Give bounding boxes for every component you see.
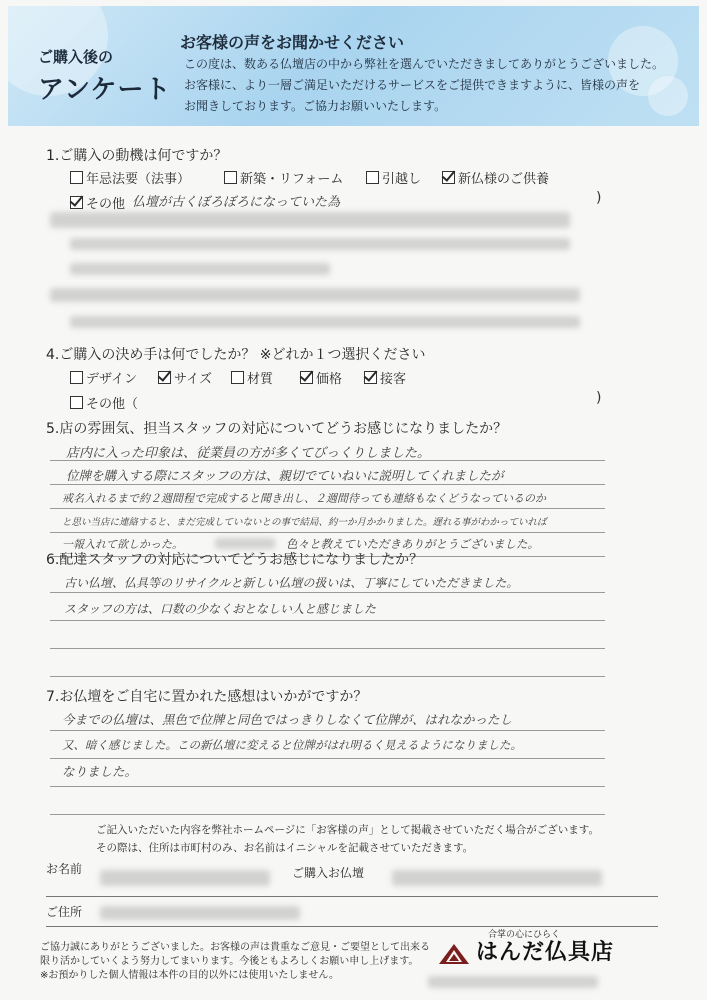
- redacted-text: [215, 538, 275, 549]
- option-size[interactable]: サイズ: [158, 368, 212, 387]
- checkbox[interactable]: [366, 171, 379, 184]
- checkbox[interactable]: [70, 396, 83, 409]
- paren: ): [596, 390, 602, 406]
- q5-answer-line: 色々と教えていただきありがとうございました。: [286, 537, 539, 551]
- checkbox[interactable]: [231, 371, 244, 384]
- redacted-options: [70, 238, 570, 250]
- title-small: ご購入後の: [38, 48, 114, 66]
- thanks-line: 限り活かしていくよう努力してまいります。今後ともよろしくお願い申し上げます。: [40, 956, 419, 967]
- survey-title: [38, 46, 171, 106]
- redacted-question: [50, 288, 580, 302]
- logo-tagline: 合掌の心にひらく: [488, 930, 561, 940]
- option-price[interactable]: 価格: [300, 368, 342, 387]
- checkbox-checked[interactable]: [158, 371, 171, 384]
- checkbox-checked[interactable]: [442, 171, 455, 184]
- bubble-decoration: [648, 76, 688, 116]
- question-7: 7.お仏壇をご自宅に置かれた感想はいかがですか？: [46, 689, 368, 705]
- q7-answer-line: なりました。: [62, 764, 138, 779]
- answer-line: [50, 592, 605, 593]
- paren: ): [596, 190, 602, 206]
- answer-line: [50, 786, 605, 787]
- answer-line: [50, 532, 605, 533]
- intro-line: この度は、数ある仏壇店の中から弊社を選んでいただきましてありがとうございました。: [184, 57, 665, 71]
- checkbox-checked[interactable]: [70, 196, 83, 209]
- redacted-options: [70, 263, 330, 275]
- name-label: お名前: [46, 862, 83, 876]
- option-other[interactable]: その他（: [70, 393, 138, 412]
- answer-line: [50, 758, 605, 759]
- q6-answer-line: スタッフの方は、口数の少なくおとなしい人と感じました: [64, 602, 377, 616]
- redacted-options: [70, 316, 580, 328]
- q1-other-answer: 仏壇が古くぼろぼろになっていた為: [132, 195, 341, 210]
- option-shinbotoke[interactable]: 新仏様のご供養: [442, 168, 549, 187]
- redacted-store-info: [428, 976, 598, 988]
- option-hikkoshi[interactable]: 引越し: [366, 168, 421, 187]
- answer-line: [50, 484, 605, 485]
- redacted-address: [100, 906, 300, 920]
- redacted-name: [100, 870, 270, 886]
- redacted-purchase: [392, 870, 602, 886]
- title-big: アンケート: [38, 75, 172, 105]
- q6-answer-line: 古い仏壇、仏具等のリサイクルと新しい仏壇の扱いは、丁寧にしていただきました。: [64, 576, 519, 590]
- header-banner: [8, 6, 699, 126]
- q7-answer-line: 今までの仏壇は、黒色で位牌と同色ではっきりしなくて位牌が、はれなかったし: [62, 712, 513, 727]
- q5-answer-line: と思い当店に連絡すると、まだ完成していないとの事で結局、約一か月かかりました。遅れる事がわかっていれば: [62, 517, 547, 528]
- answer-line: [50, 676, 605, 677]
- option-service[interactable]: 接客: [364, 368, 406, 387]
- q5-answer-line: 位牌を購入する際にスタッフの方は、親切でていねいに説明してくれましたが: [66, 468, 504, 483]
- logo-name: はんだ仏具店: [476, 940, 615, 965]
- intro-title: お客様の声をお聞かせください: [180, 33, 405, 52]
- question-4: 4.ご購入の決め手は何でしたか？ ※どれか１つ選択ください: [46, 347, 426, 363]
- divider: [46, 896, 658, 897]
- purchase-label: ご購入お仏壇: [292, 866, 365, 880]
- address-label: ご住所: [46, 905, 83, 919]
- option-shinchiku[interactable]: 新築・リフォーム: [224, 168, 343, 187]
- question-5: 5.店の雰囲気、担当スタッフの対応についてどうお感じになりましたか？: [46, 421, 508, 437]
- option-nenki[interactable]: 年忌法要（法事）: [70, 168, 190, 187]
- checkbox-checked[interactable]: [364, 371, 377, 384]
- q5-answer-line: 戒名入れるまで約２週間程で完成すると聞き出し、２週間待っても連絡もなくどうなっているのか: [62, 492, 546, 505]
- intro-line: お客様に、より一層ご満足いただけるサービスをご提供できますように、皆様の声を: [184, 78, 641, 92]
- q5-answer-line: 店内に入った印象は、従業員の方が多くてびっくりしました。: [66, 446, 431, 461]
- q5-answer-line: 一報入れて欲しかった。: [62, 538, 183, 551]
- checkbox[interactable]: [70, 371, 83, 384]
- redacted-question: [50, 212, 570, 228]
- thanks-line: ご協力誠にありがとうございました。お客様の声は貴重なご意見・ご要望として出来る: [40, 942, 430, 953]
- option-material[interactable]: 材質: [231, 368, 273, 387]
- intro-line: お聞きしております。ご協力お願いいたします。: [184, 99, 447, 113]
- answer-line: [50, 814, 605, 815]
- divider: [46, 926, 658, 927]
- mountain-logo-icon: [438, 942, 470, 966]
- checkbox[interactable]: [70, 171, 83, 184]
- question-1: 1.ご購入の動機は何ですか？: [46, 148, 228, 164]
- answer-line: [50, 620, 605, 621]
- thanks-line: ※お預かりした個人情報は本件の目的以外には使用いたしません。: [40, 970, 339, 981]
- answer-line: [50, 508, 605, 509]
- checkbox[interactable]: [224, 171, 237, 184]
- question-6: 6.配達スタッフの対応についてどうお感じになりましたか？: [46, 552, 424, 568]
- company-logo: [438, 935, 614, 966]
- option-other[interactable]: その他: [70, 193, 125, 212]
- q7-answer-line: 又、暗く感じました。この新仏壇に変えると位牌がはれ明るく見えるようになりました。: [62, 738, 522, 752]
- consent-line: その際は、住所は市町村のみ、お名前はイニシャルを記載させていただきます。: [96, 842, 474, 854]
- checkbox-checked[interactable]: [300, 371, 313, 384]
- consent-line: ご記入いただいた内容を弊社ホームページに「お客様の声」として掲載させていただく場合がございます。: [96, 824, 599, 836]
- answer-line: [50, 730, 605, 731]
- answer-line: [50, 648, 605, 649]
- option-design[interactable]: デザイン: [70, 368, 137, 387]
